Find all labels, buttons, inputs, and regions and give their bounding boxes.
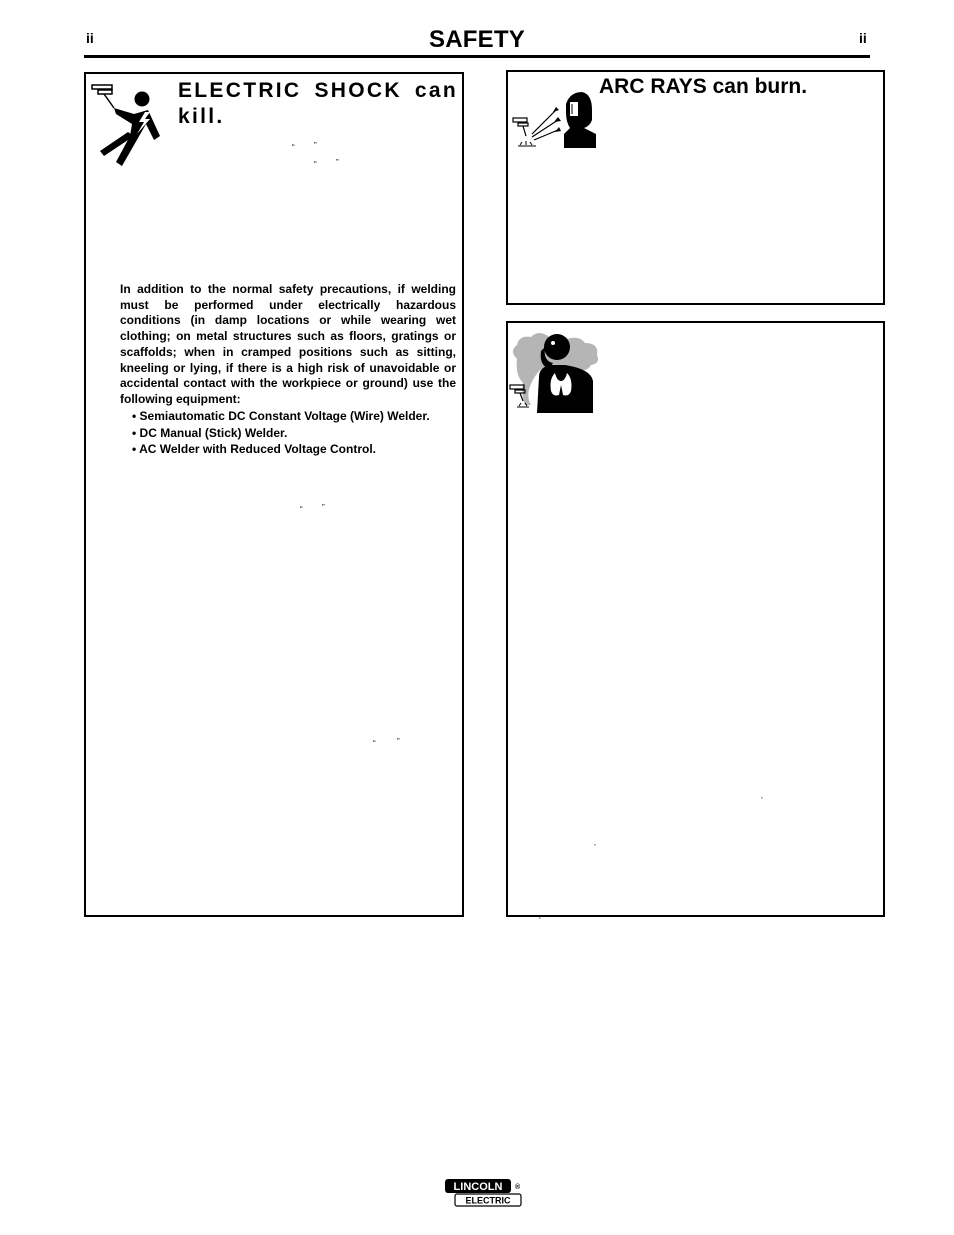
list-item: • Semiautomatic DC Constant Voltage (Wire) Welder. <box>132 409 430 423</box>
electric-shock-title: ELECTRIC SHOCK can kill. <box>178 79 458 128</box>
stray-quote-mark: ” <box>397 737 400 746</box>
fumes-and-gases-icon <box>509 329 603 413</box>
stray-quote-mark: “ <box>300 505 303 514</box>
list-item: • DC Manual (Stick) Welder. <box>132 425 288 440</box>
stray-quote-mark: ” <box>336 158 339 167</box>
page-number-left: ii <box>86 30 94 46</box>
list-item: • AC Welder with Reduced Voltage Control. <box>132 442 376 456</box>
stray-quote-mark: ’ <box>594 843 596 852</box>
logo-electric-text: ELECTRIC <box>465 1195 511 1206</box>
stray-quote-mark: “ <box>314 160 317 169</box>
lincoln-electric-logo <box>444 1178 524 1208</box>
stray-quote-mark: ’ <box>761 796 763 805</box>
header-divider <box>84 55 870 58</box>
electric-shock-section <box>84 72 464 917</box>
page-number-right: ii <box>859 30 867 46</box>
electrically-hazardous-conditions-paragraph: In addition to the normal safety precautions, if welding must be performed under electrically hazardous conditions (in damp locations or while wearing wet clothing; on metal structures such as floors, gratings or scaffolds; when in cramped positions such as sitting, kneeling or lying, if there is a high risk of unavoidable or accidental contact with the workpiece or ground) use the following equipment: <box>120 282 456 406</box>
stray-quote-mark: “ <box>373 739 376 748</box>
fumes-and-gases-section <box>506 321 885 917</box>
arc-rays-welder-icon <box>512 90 596 148</box>
stray-quote-mark: ” <box>314 141 317 150</box>
logo-lincoln-text: LINCOLN <box>453 1181 503 1193</box>
stray-quote-mark: ” <box>322 503 325 512</box>
electric-shock-icon <box>90 80 174 172</box>
arc-rays-section <box>506 70 885 305</box>
equipment-list <box>132 408 430 458</box>
logo-registered-mark: ® <box>515 1184 521 1191</box>
stray-quote-mark: ‘ <box>539 916 541 925</box>
arc-rays-title: ARC RAYS can burn. <box>599 75 808 98</box>
stray-quote-mark: “ <box>292 143 295 152</box>
page-title: SAFETY <box>429 26 525 53</box>
